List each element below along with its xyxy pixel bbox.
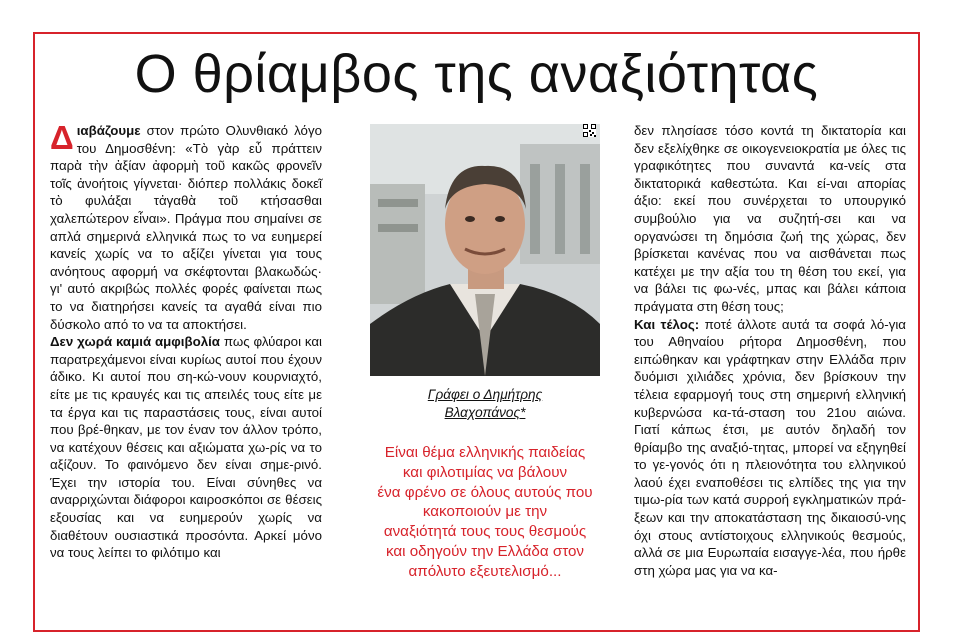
paragraph-2 — [50, 333, 322, 562]
paragraph-lead: Και τέλος: — [634, 316, 700, 332]
paragraph-text: πως φλύαροι και παρατρεχάμενοι είναι κυρίως αυτοί που έχουν άδικο. Κι αυτοί που ση-κώ-νουν κουρνιαχτό, είτε με τις κραυγές και τις απειλές τους είτε με τα έργα και τις παραστάσεις τους, είναι αυτοί που βρέ-θηκαν, με τον έναν τον άλλον τρόπο, να κατέχουν θέσεις και αξιώματα χω-ρίς να το αξίζουν. Το φαινόμενο δεν είναι σημε-ρινό. Έχει την ιστορία του. Είναι σύνηθες να αναρριχώνται διάφοροι καιροσκόποι σε θέσεις εξουσίας και να ευημερούν χωρίς να διαθέτουν ουσιαστικά προσόντα. Αρκεί μόνο να τους λείπει το φιλότιμο και — [50, 334, 322, 561]
right-column — [634, 122, 906, 579]
pull-quote-line: Είναι θέμα ελληνικής παιδείας — [384, 444, 586, 461]
byline — [360, 386, 610, 422]
byline-line-1: Γράφει ο Δημήτρης — [427, 387, 543, 402]
pull-quote-line: και φιλοτιμίας να βάλουν — [402, 463, 568, 481]
pull-quote-line: αναξιότητά τους τους θεσμούς — [383, 523, 587, 541]
article-title: Ο θρίαμβος της αναξιότητας — [134, 44, 819, 104]
paragraph-lead: ιαβάζουμε — [76, 123, 141, 138]
qr-code-icon — [583, 124, 596, 137]
pull-quote — [340, 443, 630, 582]
paragraph-text: ποτέ άλλοτε αυτά τα σοφά λό-για του Αθηναίου ρήτορα Δημοσθένη, που ειπώθηκαν και γράφτηκαν στην Ελλάδα πριν δυόμισι χιλιάδες χρόνια, δεν βρίσκουν την τέλεια εφαρμογή τους στη σημερινή ελληνική κυβερνώσα κα-τά-σταση του 21ου αιώνα. Γιατί κάπως έτσι, με αυτόν δηλαδή τον θρίαμβο της αναξιό-τητας, μπορεί να εξηγηθεί το γε-γονός ότι η πλειονότητα του ελληνικού λαού έχει εναποθέσει τις ελπίδες της για την τιμω-ρία των κατά συρροή εγκληματικών πρά-ξεων και την αποκατάσταση της δικαιοσύ-νης όχι στους αντίστοιχους ελληνικούς θεσμούς, αλλά σε μια Ευρωπαία εισαγγε-λέα, που ήρθε στη χώρα μας για να κα- — [634, 316, 906, 578]
pull-quote-line: κακοποιούν με την — [422, 503, 548, 521]
author-photo — [370, 124, 600, 376]
paragraph-1 — [50, 119, 322, 333]
paragraph-3 — [634, 122, 906, 316]
paragraph-lead: Δεν χωρά καμιά αμφιβολία — [50, 334, 220, 350]
pull-quote-line: και οδηγούν την Ελλάδα στον — [385, 542, 585, 560]
pull-quote-line: απόλυτο εξευτελισμό... — [408, 562, 562, 580]
paragraph-4 — [634, 316, 906, 580]
drop-cap: Δ — [50, 119, 74, 156]
pull-quote-line: ένα φρένο σε όλους αυτούς που — [377, 483, 593, 501]
paragraph-text: δεν πλησίασε τόσο κοντά τη δικτατορία και δεν εξελίχθηκε σε οικογενειοκρατία με όλες τις γραφικότητες που συναντά κα-νείς στα δικτατορικά καθεστώτα. Και εί-ναι απορίας άξιο: εκεί που συνέρχεται το υπουργικό συμβούλιο για να συζητή-σει και να οργανώσει τη δημόσια ζωή της χώρας, δεν βρίσκεται κανένας που να αισθάνεται πως κατέχει με την αξία του τη θέση του εκεί, για να βάλει τις φω-νές, μπας και βάλει κάποια πράγματα στη θέση τους; — [634, 123, 906, 314]
byline-line-2: Βλαχοπάνος* — [444, 405, 526, 420]
left-column — [50, 119, 322, 562]
paragraph-text: στον πρώτο Ολυνθιακό λόγο του Δημοσθένη: «Τὸ γὰρ εὖ πράττειν παρὰ τὴν ἀξίαν ἀφορμὴ τοῦ κακῶς φρονεῖν τοῖς ἀνοήτοις γίγνεται· διόπερ πολλάκις δοκεῖ τὸ φυλάξαι τἀγαθὰ τοῦ κτήσασθαι χαλεπώτερον εἶναι». Πράγμα που σημαίνει σε απλά σημερινά ελληνικά πως το να ευημερεί κανείς χωρίς να το αξίζει γίνεται για τους ανόητους αφορμή να σκέφτονται βλακωδώς· γι' αυτό ακριβώς πολλές φορές φαίνεται πως το να διατηρήσει κανείς τα αγαθά είναι πιο δύσκολο από το να τα αποκτήσει. — [50, 123, 322, 332]
